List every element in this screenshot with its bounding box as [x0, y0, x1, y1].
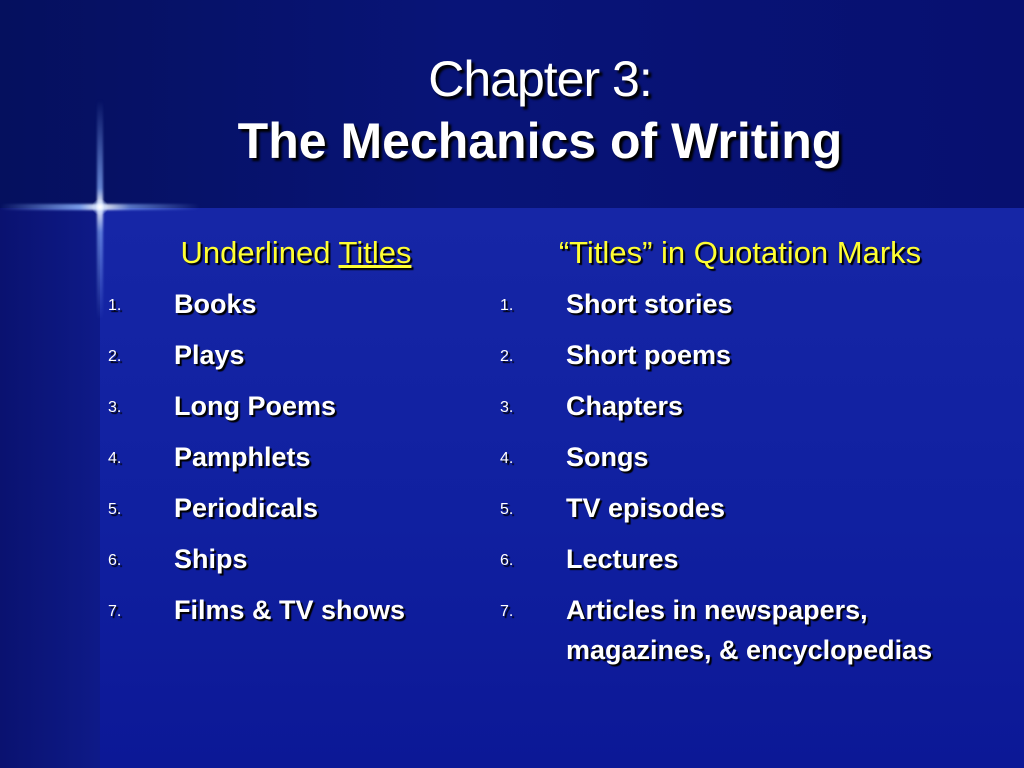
quotation-titles-list [500, 284, 1000, 670]
item-number: 3. [500, 399, 514, 416]
list-item [108, 284, 488, 326]
list-item [108, 590, 488, 632]
list-item [108, 335, 488, 377]
underlined-titles-list [108, 284, 488, 632]
item-number: 6. [108, 552, 122, 569]
item-number: 1. [500, 297, 514, 314]
left-accent-strip [0, 208, 100, 768]
item-text: Films & TV shows [174, 595, 406, 625]
light-flare-core [92, 199, 108, 215]
list-item [500, 539, 1000, 581]
list-item [108, 539, 488, 581]
item-text: Short stories [566, 289, 733, 319]
item-number: 4. [500, 450, 514, 467]
list-item [500, 488, 1000, 530]
list-item [500, 335, 1000, 377]
underlined-titles-column [108, 232, 488, 641]
item-text: Chapters [566, 391, 684, 421]
item-text: Ships [174, 544, 248, 574]
item-text: Short poems [566, 340, 732, 370]
item-text: Plays [174, 340, 245, 370]
item-text: Long Poems [174, 391, 337, 421]
item-number: 7. [108, 603, 122, 620]
item-number: 5. [500, 501, 514, 518]
item-number: 3. [108, 399, 122, 416]
title-subject: The Mechanics of Writing [237, 113, 843, 169]
item-text: Songs [566, 442, 649, 472]
list-item [108, 386, 488, 428]
slide-title [100, 48, 980, 172]
list-item [500, 386, 1000, 428]
item-text: Lectures [566, 544, 679, 574]
item-number: 5. [108, 501, 122, 518]
heading-underlined-word: Titles [338, 235, 412, 270]
item-text: Books [174, 289, 257, 319]
title-chapter: Chapter 3: [428, 51, 652, 107]
item-number: 2. [108, 348, 122, 365]
item-text: Articles in newspapers, magazines, & encyclopedias [566, 595, 933, 665]
quotation-titles-heading: “Titles” in Quotation Marks [558, 235, 922, 270]
underlined-titles-heading [108, 232, 484, 274]
item-text: Periodicals [174, 493, 319, 523]
item-number: 6. [500, 552, 514, 569]
quotation-titles-column [500, 232, 1000, 679]
item-text: TV episodes [566, 493, 726, 523]
list-item [500, 437, 1000, 479]
item-number: 1. [108, 297, 122, 314]
list-item [108, 488, 488, 530]
item-number: 4. [108, 450, 122, 467]
item-text: Pamphlets [174, 442, 311, 472]
heading-prefix: Underlined [180, 235, 339, 270]
item-number: 2. [500, 348, 514, 365]
list-item [500, 590, 1000, 670]
list-item [108, 437, 488, 479]
item-number: 7. [500, 603, 514, 620]
list-item [500, 284, 1000, 326]
